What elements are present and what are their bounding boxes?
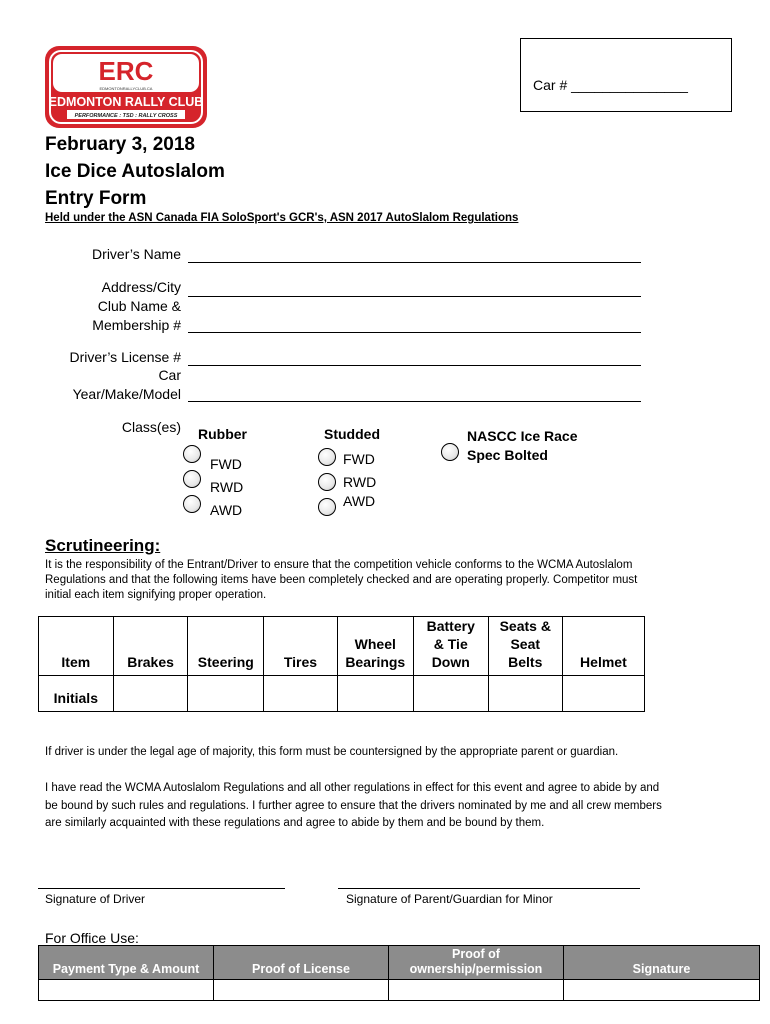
rubber-heading: Rubber (198, 426, 247, 442)
driver-name-field[interactable] (188, 262, 641, 263)
initials-tires[interactable] (264, 676, 338, 712)
ownership-line2: ownership/permission (409, 962, 543, 976)
license-header: Proof of License (214, 946, 389, 980)
scrutineering-text (45, 558, 705, 603)
year-make-model-label: Year/Make/Model (72, 386, 181, 402)
logo-site: EDMONTONRALLYCLUB.CA (99, 86, 153, 91)
license-cell[interactable] (214, 980, 389, 1001)
year-make-model-field[interactable] (188, 401, 641, 402)
wheel-bearings-line2: Bearings (345, 654, 406, 670)
seats-line1: Seats & (499, 618, 551, 634)
guardian-signature-label: Signature of Parent/Guardian for Minor (346, 892, 553, 906)
held-under-note: Held under the ASN Canada FIA SoloSport's GCR's, ASN 2017 AutoSlalom Regulations (45, 212, 519, 224)
agreement-text (45, 780, 745, 833)
tires-header: Tires (264, 617, 338, 676)
scrutineering-table (38, 616, 645, 712)
rubber-awd-label: AWD (210, 502, 243, 518)
studded-heading: Studded (324, 426, 380, 442)
battery-header (413, 617, 488, 676)
studded-fwd-label: FWD (343, 451, 375, 467)
scrutineering-line3: initial each item signifying proper operation. (45, 589, 267, 601)
rubber-fwd-radio[interactable] (183, 445, 201, 463)
initials-steering[interactable] (188, 676, 264, 712)
wheel-bearings-header (337, 617, 413, 676)
driver-signature-line[interactable] (38, 888, 285, 889)
steering-header: Steering (188, 617, 264, 676)
battery-line2: & Tie (433, 636, 468, 652)
office-use-table (38, 945, 760, 1001)
initials-wheel-bearings[interactable] (337, 676, 413, 712)
helmet-header: Helmet (562, 617, 644, 676)
car-label: Car (158, 367, 181, 383)
battery-line1: Battery (426, 618, 475, 634)
classes-label: Class(es) (121, 419, 181, 435)
majority-note: If driver is under the legal age of majority, this form must be countersigned by the appropriate parent or guardian. (45, 746, 619, 758)
scrutineering-line1: It is the responsibility of the Entrant/Driver to ensure that the competition vehicle conforms to the WCMA Autoslalom (45, 559, 633, 571)
studded-awd-label: AWD (343, 493, 376, 509)
wheel-bearings-line1: Wheel (354, 636, 396, 652)
studded-awd-radio[interactable] (318, 498, 336, 516)
ownership-cell[interactable] (389, 980, 564, 1001)
logo-mark: ERC (98, 56, 154, 86)
membership-label: Membership # (92, 317, 181, 333)
nascc-radio[interactable] (441, 443, 459, 461)
payment-header: Payment Type & Amount (39, 946, 214, 980)
battery-line3: Down (431, 654, 470, 670)
seats-line2: Seat (510, 636, 541, 652)
seats-line3: Belts (508, 654, 543, 670)
seats-header (488, 617, 562, 676)
rubber-rwd-radio[interactable] (183, 470, 201, 488)
drivers-license-field[interactable] (188, 365, 641, 366)
address-city-field[interactable] (188, 296, 641, 297)
initials-battery[interactable] (413, 676, 488, 712)
office-use-label: For Office Use: (45, 930, 139, 946)
studded-rwd-radio[interactable] (318, 473, 336, 491)
initials-brakes[interactable] (113, 676, 188, 712)
car-number-box[interactable] (520, 38, 732, 112)
rubber-fwd-label: FWD (210, 456, 242, 472)
brakes-header: Brakes (113, 617, 188, 676)
car-number-label: Car # _______________ (533, 77, 688, 93)
driver-signature-label: Signature of Driver (45, 892, 146, 906)
rubber-rwd-label: RWD (210, 479, 244, 495)
address-city-label: Address/City (101, 279, 181, 295)
scrutineering-line2: Regulations and that the following items have been completely checked and are operating properly. Competitor must (45, 574, 638, 586)
club-name-label: Club Name & (97, 298, 181, 314)
nascc-heading-line1: NASCC Ice Race (467, 428, 578, 444)
title-form: Entry Form (45, 188, 147, 209)
initials-helmet[interactable] (562, 676, 644, 712)
initials-seats[interactable] (488, 676, 562, 712)
initials-label: Initials (39, 676, 114, 712)
rubber-awd-radio[interactable] (183, 495, 201, 513)
guardian-signature-line[interactable] (338, 888, 640, 889)
drivers-license-label: Driver’s License # (69, 349, 181, 365)
agreement-line1: I have read the WCMA Autoslalom Regulations and all other regulations in effect for this event and agree to abide by and (45, 782, 660, 794)
club-membership-field[interactable] (188, 332, 641, 333)
scrutineering-heading: Scrutineering: (45, 536, 161, 555)
club-logo (45, 46, 207, 128)
agreement-line3: are similarly acquainted with these regulations and agree to abide by them and be bound by them. (45, 817, 545, 829)
title-date: February 3, 2018 (45, 134, 195, 155)
studded-fwd-radio[interactable] (318, 448, 336, 466)
driver-name-label: Driver’s Name (92, 246, 181, 262)
studded-rwd-label: RWD (343, 474, 377, 490)
agreement-line2: be bound by such rules and regulations. I further agree to ensure that the drivers nominated by me and all crew members (45, 799, 662, 812)
nascc-heading (467, 427, 578, 465)
payment-cell[interactable] (39, 980, 214, 1001)
title-event: Ice Dice Autoslalom (45, 161, 225, 182)
signature-header: Signature (564, 946, 760, 980)
ownership-header (389, 946, 564, 980)
signature-cell[interactable] (564, 980, 760, 1001)
nascc-heading-line2: Spec Bolted (467, 447, 548, 463)
logo-name: EDMONTON RALLY CLUB (48, 95, 204, 109)
logo-tagline: PERFORMANCE : TSD : RALLY CROSS (74, 113, 178, 119)
ownership-line1: Proof of (452, 947, 500, 961)
item-header: Item (39, 617, 114, 676)
form-title (45, 131, 225, 212)
